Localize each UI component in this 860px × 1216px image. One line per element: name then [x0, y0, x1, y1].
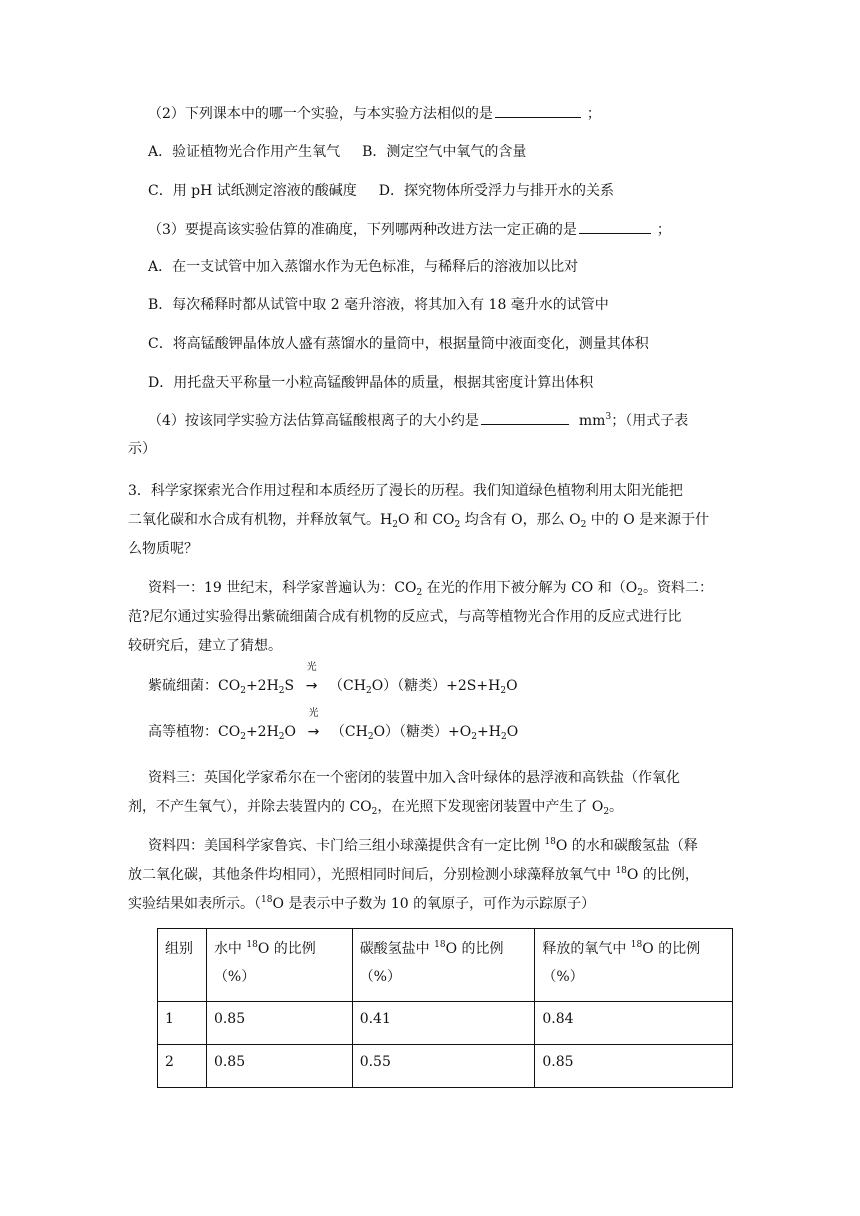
- isotope-ratio-table: [157, 928, 733, 1088]
- q3-option-b: B．每次稀释时都从试管中取 2 毫升溶液，将其加入有 18 毫升水的试管中: [148, 297, 609, 313]
- header-bicarbonate-ratio: 碳酸氢盐中 $^{18}$O 的比例 （%）: [352, 929, 535, 1002]
- light-reaction-arrow-icon: 光 →: [307, 708, 320, 740]
- q3-answer-blank[interactable]: [579, 219, 651, 234]
- q3-option-a: A．在一支试管中加入蒸馏水作为无色标准，与稀释后的溶液加以比对: [148, 259, 579, 275]
- equation-purple-sulfur-bacteria: 紫硫细菌：$CO_2+2H_2S$ 光 → $(CH_2O)$（糖类）$+2S+H_2O$: [148, 662, 518, 696]
- material-4-line2: 放二氧化碳，其他条件均相同），光照相同时间后，分别检测小球藻释放氧气中 $^{18}$O 的比例，: [128, 866, 699, 883]
- q4-answer-blank[interactable]: [481, 410, 569, 425]
- cell-bicarbonate: 0.55: [352, 1045, 535, 1088]
- cell-oxygen: 0.85: [535, 1045, 733, 1088]
- p3-line1: 3．科学家探索光合作用过程和本质经历了漫长的历程。我们知道绿色植物利用太阳光能把: [128, 483, 683, 499]
- q2-options-cd: [148, 181, 614, 201]
- q2-option-d: D．探究物体所受浮力与排开水的关系: [378, 183, 615, 199]
- q4-line2: 示）: [128, 441, 156, 457]
- material-4-line1: 资料四：美国科学家鲁宾、卡门给三组小球藻提供含有一定比例 $^{18}$O 的水和碳酸氢盐（释: [148, 837, 698, 854]
- material-2-line3: 较研究后，建立了猜想。: [128, 638, 282, 654]
- q3-option-d: D．用托盘天平称量一小粒高锰酸钾晶体的质量，根据其密度计算出体积: [148, 375, 594, 391]
- q4-stem: （4）按该同学实验方法估算高锰酸根离子的大小约是 $mm^3$；（用式子表: [148, 412, 689, 429]
- table-header-row: [158, 929, 733, 1002]
- cell-group: 1: [158, 1002, 207, 1045]
- header-oxygen-ratio: 释放的氧气中 $^{18}$O 的比例 （%）: [535, 929, 733, 1002]
- cell-water: 0.85: [206, 1002, 352, 1045]
- cell-bicarbonate: 0.41: [352, 1002, 535, 1045]
- material-1-line1: 资料一：19 世纪末，科学家普遍认为：$CO_2$ 在光的作用下被分解为 CO 和（$O_2$。资料二：: [148, 580, 713, 598]
- q3-stem: （3）要提高该实验估算的准确度，下列哪两种改进方法一定正确的是 ；: [148, 219, 671, 240]
- cell-oxygen: 0.84: [535, 1002, 733, 1045]
- material-3-line1: 资料三：英国化学家希尔在一个密闭的装置中加入含叶绿体的悬浮液和高铁盐（作氧化: [148, 770, 680, 786]
- table-row: [158, 1002, 733, 1045]
- equation-higher-plants: 高等植物：$CO_2+2H_2O$ 光 → $(CH_2O)$（糖类）$+O_2+H_2O$: [148, 708, 519, 742]
- cell-group: 2: [158, 1045, 207, 1088]
- q2-option-a: A．验证植物光合作用产生氧气: [148, 144, 341, 160]
- q2-option-b: B．测定空气中氧气的含量: [362, 144, 527, 160]
- header-group: 组别: [158, 929, 207, 1002]
- q3-option-c: C．将高锰酸钾晶体放人盛有蒸馏水的量筒中，根据量筒中液面变化，测量其体积: [148, 336, 649, 352]
- light-reaction-arrow-icon: 光 →: [305, 662, 318, 694]
- material-3-line2: 剂，不产生氧气），并除去装置内的 $CO_2$，在光照下发现密闭装置中产生了 $O_2$。: [128, 799, 624, 817]
- q2-stem: （2）下列课本中的哪一个实验，与本实验方法相似的是 ；: [148, 103, 601, 124]
- header-water-ratio: 水中 $^{18}$O 的比例（%）: [206, 929, 352, 1002]
- cell-water: 0.85: [206, 1045, 352, 1088]
- p3-line2: 二氧化碳和水合成有机物，并释放氧气。$H_2O$ 和 $CO_2$ 均含有 O，那么 $O_2$ 中的 O 是来源于什: [128, 512, 710, 530]
- material-2-line2: 范?尼尔通过实验得出紫硫细菌合成有机物的反应式，与高等植物光合作用的反应式进行比: [128, 609, 682, 625]
- p3-line3: 么物质呢？: [128, 541, 198, 557]
- table-row: [158, 1045, 733, 1088]
- q2-options-ab: [148, 142, 526, 162]
- q2-answer-blank[interactable]: [495, 103, 581, 118]
- q2-option-c: C．用 pH 试纸测定溶液的酸碱度: [148, 183, 357, 199]
- material-4-line3: 实验结果如表所示。（$^{18}$O 是表示中子数为 10 的氧原子，可作为示踪原子）: [128, 895, 596, 912]
